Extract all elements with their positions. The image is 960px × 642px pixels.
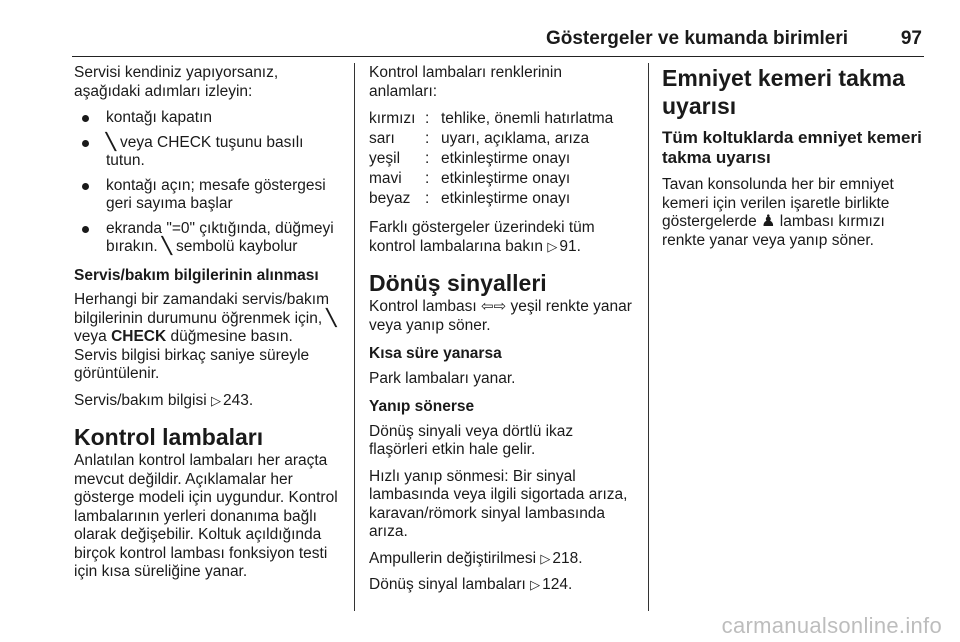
page-number: 97 [900,28,922,49]
column-2 [369,64,634,603]
color-meaning: etkinleştirme onayı [441,170,571,187]
col1-paragraph-1: Herhangi bir zamandaki servis/bakım bilgilerinin durumunu öğrenmek için, ╲ veya CHECK düğmesine basın. Servis bilgisi birkaç saniye süreyle görüntülenir. [74,291,337,382]
section-title: Emniyet kemeri takma uyarısı [662,65,905,119]
watermark: carmanualsonline.info [721,613,942,638]
page-reference-icon: ▷ [210,392,221,408]
seatbelt-icon: ♟ [761,213,776,230]
separator: : [425,190,430,207]
wrench-icon: ╲ [326,309,337,327]
col2-paragraph-4: Dönüş sinyali veya dörtlü ikaz flaşörleri etkin hale gelir. [369,422,574,458]
color-name: beyaz [369,190,411,207]
section-title: Dönüş sinyalleri [369,270,547,296]
page-reference-icon: ▷ [547,238,558,254]
col2-paragraph-7: Dönüş sinyal lambaları ▷ 124. [369,576,573,593]
wrench-icon: ╲ [106,133,116,151]
col1-paragraph-3: Anlatılan kontrol lambaları her araçta mevcut değildir. Açıklamalar her gösterge modeli için uygundur. Kontrol lambalarının yerleri donanıma bağlı olarak değişebilir. Koltuk açıldığında birçok kontrol lambası fonksiyon testi için kısa süreliğine yanar. [74,452,338,580]
col2-paragraph-1: Farklı göstergeler üzerindeki tüm kontrol lambalarına bakın ▷ 91. [369,219,595,255]
column-divider-1 [354,63,355,611]
section-heading: Servis/bakım bilgilerinin alınması [74,266,319,284]
col3-paragraph-1: Tavan konsolunda her bir emniyet kemeri için verilen işaretle birlikte göstergelerde ♟ lambası kırmızı renkte yanar veya yanıp söner. [662,176,894,249]
col2-paragraph-2: Kontrol lambası ⇦⇨ yeşil renkte yanar veya yanıp söner. [369,298,632,334]
bullet-icon [82,115,89,122]
col2-paragraph-5: Hızlı yanıp sönmesi: Bir sinyal lambasında veya ilgili sigortada arıza, karavan/römork sinyal lambasında arıza. [369,467,628,540]
table-row [369,189,613,209]
page-reference-icon: ▷ [530,577,541,592]
header-rule [72,56,924,57]
color-meaning: etkinleştirme onayı [441,190,571,207]
bullet-icon [82,140,89,147]
color-name: mavi [369,170,402,187]
subsection-heading: Tüm koltuklarda emniyet kemeri takma uyarısı [662,128,922,167]
column-divider-2 [648,63,649,611]
col1-intro: Servisi kendiniz yapıyorsanız, aşağıdaki adımları izleyin: [74,64,279,100]
col1-paragraph-2: Servis/bakım bilgisi ▷ 243. [74,391,254,409]
header-title: Göstergeler ve kumanda birimleri [545,28,848,49]
column-3 [662,64,922,258]
color-name: yeşil [369,150,401,167]
color-name: kırmızı [369,110,416,127]
color-name: sarı [369,130,395,147]
col2-intro: Kontrol lambaları renklerinin anlamları: [369,64,562,100]
separator: : [425,150,430,167]
page-header [0,24,960,58]
subsection-heading: Kısa süre yanarsa [369,345,502,362]
separator: : [425,130,430,147]
table-row [369,149,613,169]
list-item: kontağı açın; mesafe göstergesi geri sayıma başlar [74,177,340,214]
table-row [369,129,613,149]
table-row [369,169,613,189]
col2-paragraph-3: Park lambaları yanar. [369,369,516,387]
column-1 [74,64,340,590]
color-meaning-table [369,109,613,209]
color-meaning: uyarı, açıklama, arıza [441,130,590,147]
list-item: kontağı kapatın [74,109,340,128]
page-reference-icon: ▷ [540,550,551,566]
turn-signal-icon: ⇦⇨ [481,298,507,315]
steps-list [74,109,340,257]
col2-paragraph-6: Ampullerin değiştirilmesi ▷ 218. [369,549,583,567]
page-reference-link[interactable]: 91. [559,237,581,255]
bullet-icon [82,183,89,190]
page-reference-link[interactable]: 243. [222,391,254,409]
page-reference-link[interactable]: 218. [552,549,583,567]
wrench-icon: ╲ [162,238,172,255]
subsection-heading: Yanıp sönerse [369,398,475,415]
separator: : [425,170,430,187]
page-reference-link[interactable]: 124. [542,576,573,593]
list-item: ╲ veya CHECK tuşunu basılı tutun. [74,134,340,171]
list-item: ekranda "=0" çıktığında, düğmeyi bırakın. ╲ sembolü kaybolur [74,220,340,257]
separator: : [425,110,430,127]
color-meaning: tehlike, önemli hatırlatma [441,110,614,127]
color-meaning: etkinleştirme onayı [441,150,571,167]
table-row [369,109,613,129]
section-title: Kontrol lambaları [74,424,264,450]
bullet-icon [82,226,89,233]
